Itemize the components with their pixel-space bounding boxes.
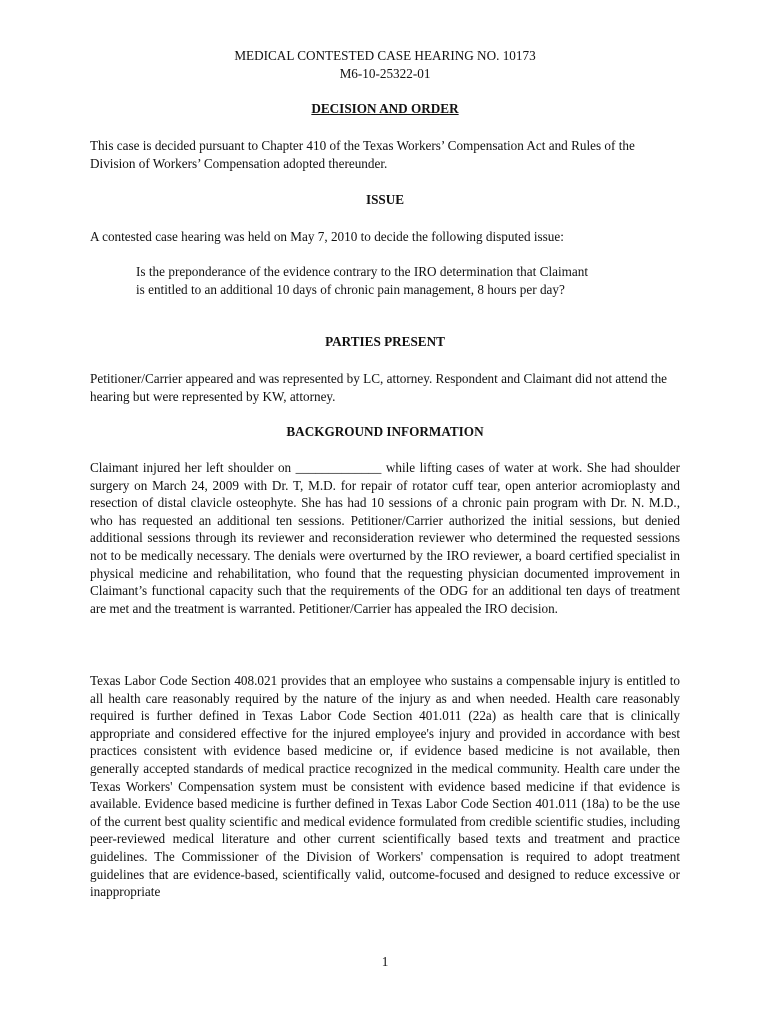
page-number: 1 [381, 954, 389, 969]
issue-intro-paragraph: A contested case hearing was held on May 7, 2010 to decide the following disputed issue: [90, 229, 564, 244]
intro-paragraph: This case is decided pursuant to Chapter 410 of the Texas Workers’ Compensation Act and Rules of the Division of Workers’ Compensation adopted thereunder. [90, 138, 635, 171]
issue-question-block: Is the preponderance of the evidence contrary to the IRO determination that Claimant is entitled to an additional 10 days of chronic pain management, 8 hours per day? [136, 264, 588, 297]
docket-number: M6-10-25322-01 [339, 66, 431, 81]
background-heading: BACKGROUND INFORMATION [286, 424, 484, 439]
parties-heading: PARTIES PRESENT [325, 334, 445, 349]
parties-paragraph: Petitioner/Carrier appeared and was represented by LC, attorney. Respondent and Claimant did not attend the hearing but were represented by KW, attorney. [90, 371, 668, 404]
background-paragraph: Claimant injured her left shoulder on _____________ while lifting cases of water at work. She had shoulder surgery on March 24, 2009 with Dr. T, M.D. for repair of rotator cuff tear, open anterior acromioplasty and resection of distal clavicle osteophyte. She has had 10 sessions of a chronic pain program with Dr. N. M.D., who has requested an additional ten sessions. Petitioner/Carrier authorized the initial sessions, but denied additional sessions through its reviewer and reconsideration reviewer who determined the requested sessions not to be medically necessary. The denials were overturned by the IRO reviewer, a board certified specialist in physical medicine and rehabilitation, who found that the requesting physician documented improvement in Claimant’s functional capacity such that the requirements of the ODG for an additional ten days of treatment are met and the treatment is warranted. Petitioner/Carrier has appealed the IRO decision. [90, 460, 680, 616]
decision-title: DECISION AND ORDER [311, 101, 459, 116]
case-number-heading: MEDICAL CONTESTED CASE HEARING NO. 10173 [234, 48, 536, 63]
law-paragraph: Texas Labor Code Section 408.021 provides that an employee who sustains a compensable injury is entitled to all health care reasonably required by the nature of the injury as and when needed. Health care reasonably required is further defined in Texas Labor Code Section 401.011 (22a) as health care that is clinically appropriate and considered effective for the injured employee's injury and provided in accordance with best practices consistent with evidence based medicine or, if evidence based medicine is not available, then generally accepted standards of medical practice recognized in the medical community. Health care under the Texas Workers' Compensation system must be consistent with evidence based medicine if that evidence is available. Evidence based medicine is further defined in Texas Labor Code Section 401.011 (18a) to be the use of the current best quality scientific and medical evidence formulated from credible scientific studies, including peer-reviewed medical literature and other current scientifically based texts and treatment and practice guidelines. The Commissioner of the Division of Workers' compensation is required to adopt treatment guidelines that are evidence-based, scientifically valid, outcome-focused and designed to reduce excessive or inappropriate [90, 673, 680, 900]
issue-heading: ISSUE [365, 192, 405, 207]
